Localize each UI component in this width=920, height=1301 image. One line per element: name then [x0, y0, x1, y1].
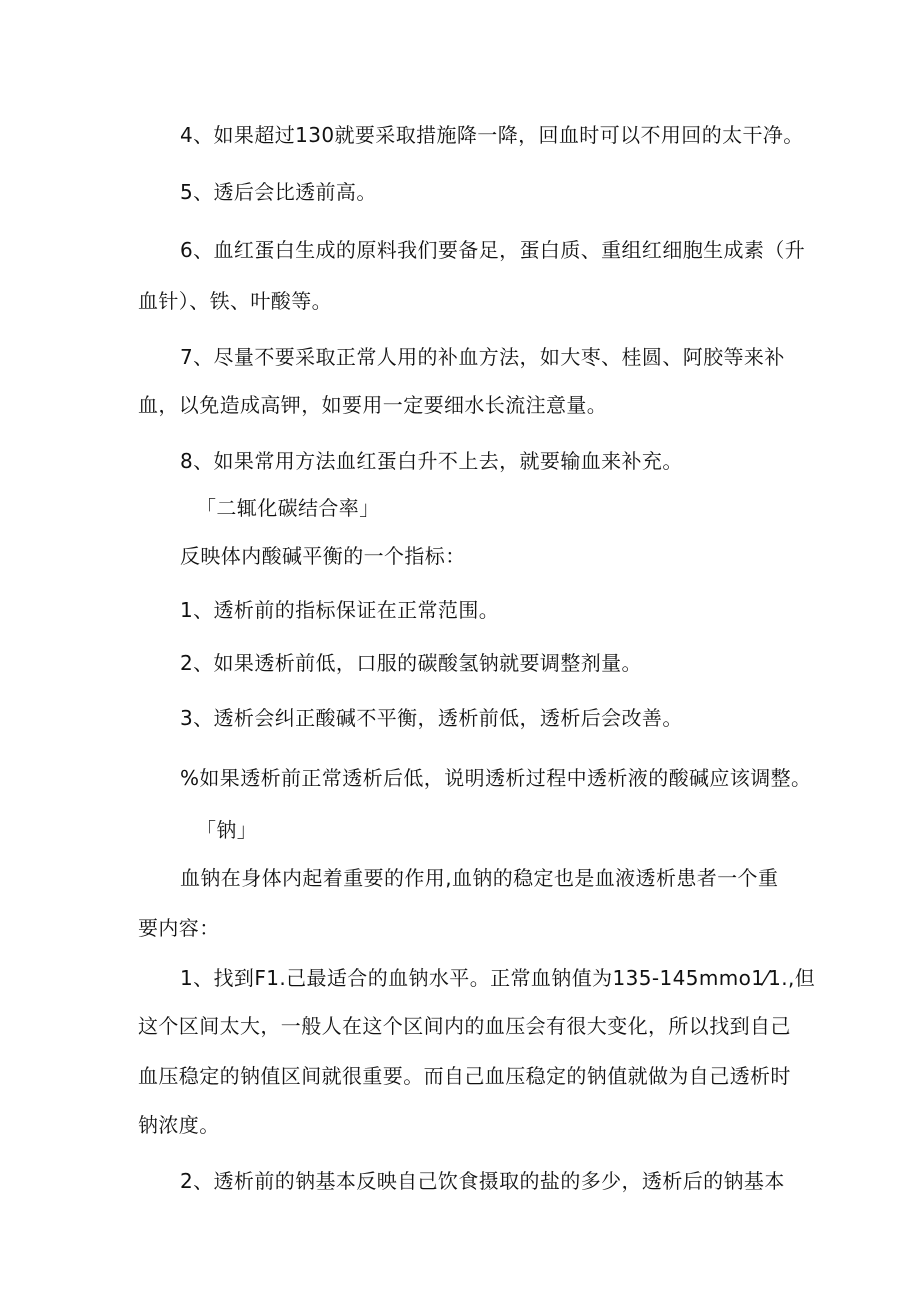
text-line: 4、如果超过130就要采取措施降一降，回血时可以不用回的太干净。	[180, 123, 804, 147]
text-line: 5、透后会比透前高。	[180, 180, 377, 204]
section-heading: 「二辄化碳结合率」	[196, 496, 380, 520]
text-line: 3、透析会纠正酸碱不平衡，透析前低，透析后会改善。	[180, 706, 683, 730]
text-line: 1、透析前的指标保证在正常范围。	[180, 598, 500, 622]
text-line: 血针）、铁、叶酸等。	[138, 289, 332, 313]
text-line: 血压稳定的钠值区间就很重要。而自己血压稳定的钠值就做为自己透析时	[138, 1064, 791, 1088]
text-line: 血，以免造成高钾，如要用一定要细水长流注意量。	[138, 393, 608, 417]
text-line: 7、尽量不要采取正常人用的补血方法，如大枣、桂圆、阿胶等来补	[180, 345, 785, 369]
section-heading: 「钠」	[196, 818, 258, 842]
text-line: 这个区间太大，一般人在这个区间内的血压会有很大变化，所以找到自己	[138, 1014, 791, 1038]
text-line: 8、如果常用方法血红蛋白升不上去，就要输血来补充。	[180, 449, 683, 473]
text-line: %如果透析前正常透析后低，说明透析过程中透析液的酸碱应该调整。	[180, 766, 812, 790]
text-line: 6、血红蛋白生成的原料我们要备足，蛋白质、重组红细胞生成素（升	[180, 238, 806, 262]
text-line: 2、透析前的钠基本反映自己饮食摄取的盐的多少，透析后的钠基本	[180, 1169, 785, 1193]
text-line: 钠浓度。	[138, 1113, 220, 1137]
text-line: 1、找到F1.己最适合的血钠水平。正常血钠值为135-145mmo1⁄1.,但	[180, 966, 816, 990]
text-line: 反映体内酸碱平衡的一个指标：	[180, 544, 466, 568]
text-line: 要内容：	[138, 916, 220, 940]
text-line: 2、如果透析前低，口服的碳酸氢钠就要调整剂量。	[180, 651, 642, 675]
text-line: 血钠在身体内起着重要的作用,血钠的稳定也是血液透析患者一个重	[180, 866, 779, 890]
